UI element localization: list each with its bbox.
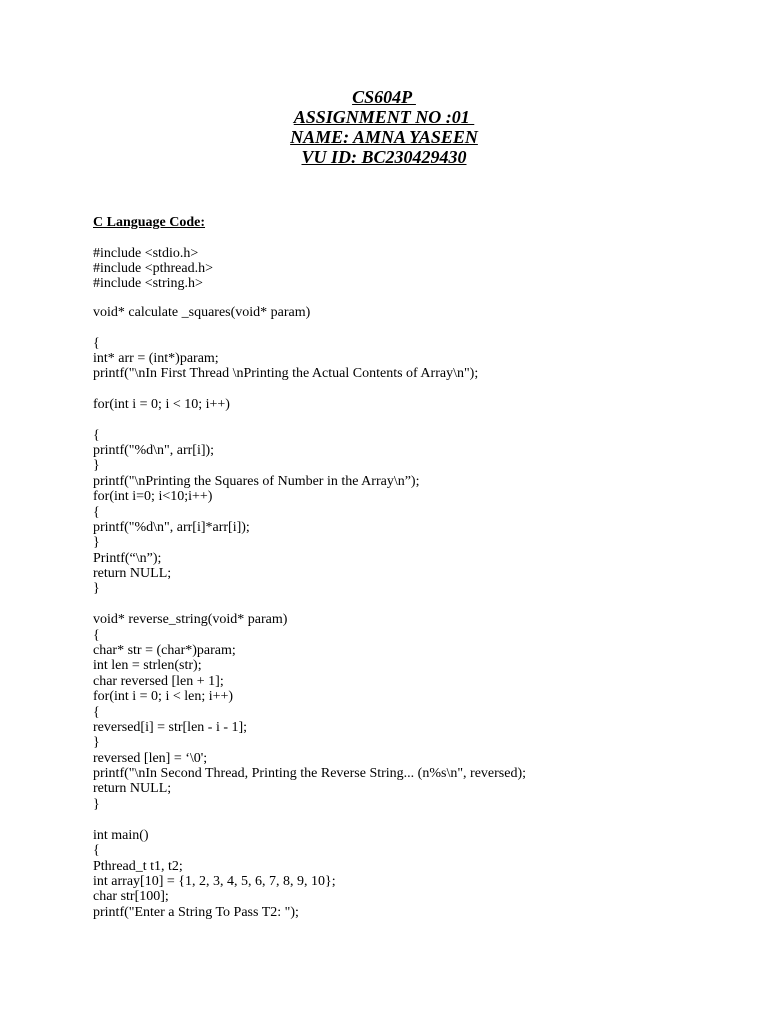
code-line: reversed[i] = str[len - i - 1]; [93, 720, 248, 735]
code-line: { [93, 843, 100, 858]
code-line: int array[10] = {1, 2, 3, 4, 5, 6, 7, 8, 9, 10}; [93, 874, 336, 889]
code-line: char* str = (char*)param; [93, 643, 236, 658]
code-line: void* calculate _squares(void* param) [93, 305, 311, 320]
code-line: #include <pthread.h> [93, 261, 213, 276]
course-code: CS604P [352, 87, 416, 107]
code-line: return NULL; [93, 781, 172, 796]
code-line: return NULL; [93, 566, 172, 581]
code-line: printf("%d\n", arr[i]); [93, 443, 215, 458]
code-line: Pthread_t t1, t2; [93, 859, 183, 874]
section-heading: C Language Code: [93, 215, 206, 230]
code-line: for(int i=0; i<10;i++) [93, 489, 213, 504]
code-line: int* arr = (int*)param; [93, 351, 219, 366]
code-line: { [93, 336, 100, 351]
code-line: void* reverse_string(void* param) [93, 612, 288, 627]
code-line: printf("%d\n", arr[i]*arr[i]); [93, 520, 250, 535]
code-line: char reversed [len + 1]; [93, 674, 224, 689]
code-line: } [93, 458, 100, 473]
student-name: NAME: AMNA YASEEN [290, 127, 478, 147]
code-line: } [93, 535, 100, 550]
code-line: { [93, 505, 100, 520]
document-header [0, 87, 768, 167]
code-line: printf("\nIn Second Thread, Printing the Reverse String... (n%s\n", reversed); [93, 766, 527, 781]
code-line: char str[100]; [93, 889, 169, 904]
code-line: } [93, 581, 100, 596]
code-line: } [93, 735, 100, 750]
code-line: reversed [len] = ‘\0'; [93, 751, 208, 766]
code-line: { [93, 628, 100, 643]
assignment-number: ASSIGNMENT NO :01 [293, 107, 475, 127]
code-line: int main() [93, 828, 149, 843]
code-line: #include <string.h> [93, 276, 203, 291]
code-line: for(int i = 0; i < len; i++) [93, 689, 234, 704]
code-line: { [93, 428, 100, 443]
code-line: { [93, 705, 100, 720]
code-line: printf("\nPrinting the Squares of Number in the Array\n”); [93, 474, 420, 489]
code-line: int len = strlen(str); [93, 658, 202, 673]
code-line: } [93, 797, 100, 812]
student-id: VU ID: BC230429430 [301, 147, 467, 167]
code-line: for(int i = 0; i < 10; i++) [93, 397, 230, 412]
code-line: Printf(“\n”); [93, 551, 162, 566]
code-line: printf("\nIn First Thread \nPrinting the Actual Contents of Array\n"); [93, 366, 479, 381]
code-line: #include <stdio.h> [93, 246, 199, 261]
code-line: printf("Enter a String To Pass T2: "); [93, 905, 299, 920]
